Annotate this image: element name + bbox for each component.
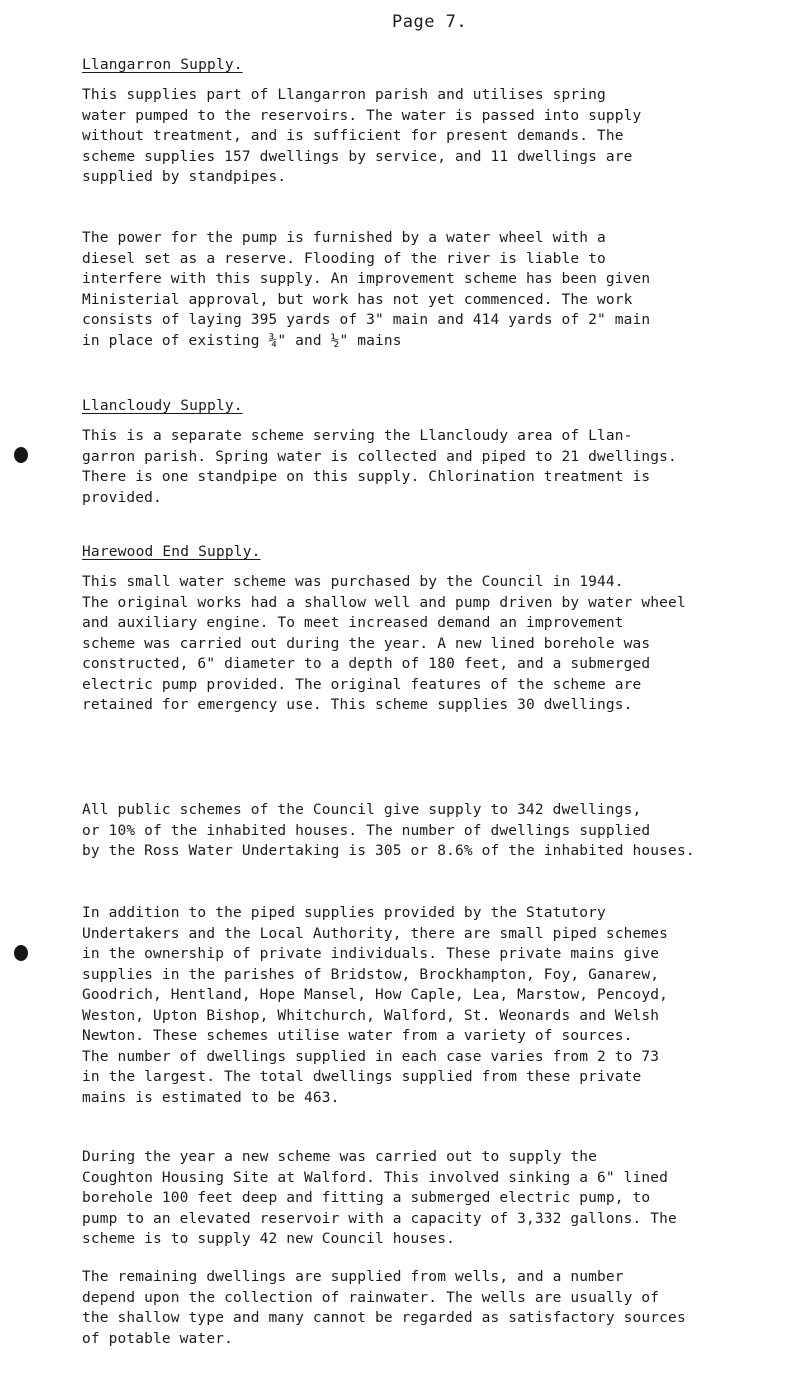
paragraph: This supplies part of Llangarron parish and utilises spring water pumped to the reservoirs. The water is passed into supply without treatment, and is sufficient for present demands. The scheme supplies 157 dwellings by service, and 11 dwellings are supplied by standpipes. <box>82 87 642 185</box>
section-llancloudy-supply <box>82 398 782 508</box>
paragraph: In addition to the piped supplies provided by the Statutory Undertakers and the Local Authority, there are small piped schemes in the ownership of private individuals. These private mains give supplies in the parishes of Bridstow, Brockhampton, Foy, Ganarew, Goodrich, Hentland, Hope Mansel, How Caple, Lea, Marstow, Pencoyd, Weston, Upton Bishop, Whitchurch, Walford, St. Weonards and Welsh Newton. These schemes utilise water from a variety of sources. The number of dwellings supplied in each case varies from 2 to 73 in the largest. The total dwellings supplied from these private mains is estimated to be 463. <box>82 905 669 1106</box>
paragraph: The power for the pump is furnished by a water wheel with a diesel set as a reserve. Flooding of the river is liable to interfere with this supply. An improvement scheme has been given Ministerial approval, but work has not yet commenced. The work consists of laying 395 yards of 3" main and 414 yards of 2" main in place of existing ¾" and ½" mains <box>82 230 651 349</box>
section-llangarron-supply <box>82 57 782 188</box>
section-private-schemes <box>82 903 782 1108</box>
paragraph: All public schemes of the Council give supply to 342 dwellings, or 10% of the inhabited houses. The number of dwellings supplied by the Ross Water Undertaking is 305 or 8.6% of the inhabited houses. <box>82 802 695 859</box>
section-harewood-end-supply <box>82 544 782 716</box>
paragraph: This is a separate scheme serving the Llancloudy area of Llan- garron parish. Spring water is collected and piped to 21 dwellings. There is one standpipe on this supply. Chlorination treatment is provided. <box>82 428 677 506</box>
section-heading: Llangarron Supply. <box>82 57 243 73</box>
paragraph: This small water scheme was purchased by the Council in 1944. The original works had a shallow well and pump driven by water wheel and auxiliary engine. To meet increased demand an improvement scheme was carried out during the year. A new lined borehole was constructed, 6" diameter to a depth of 180 feet, and a submerged electric pump provided. The original features of the scheme are retained for emergency use. This scheme supplies 30 dwellings. <box>82 574 686 713</box>
paragraph: The remaining dwellings are supplied from wells, and a number depend upon the collection of rainwater. The wells are usually of the shallow type and many cannot be regarded as satisfactory sources of potable water. <box>82 1269 686 1347</box>
section-heading: Harewood End Supply. <box>82 544 261 560</box>
section-llangarron-paragraph-2 <box>82 228 782 351</box>
paragraph: During the year a new scheme was carried out to supply the Coughton Housing Site at Walford. This involved sinking a 6" lined borehole 100 feet deep and fitting a submerged electric pump, to pump to an elevated reservoir with a capacity of 3,332 gallons. The scheme is to supply 42 new Council houses. <box>82 1149 677 1247</box>
punch-hole-mark <box>14 945 28 961</box>
section-heading: Llancloudy Supply. <box>82 398 243 414</box>
page-number: Page 7. <box>392 12 468 32</box>
punch-hole-mark <box>14 447 28 463</box>
section-coughton-scheme <box>82 1147 782 1250</box>
section-remaining-dwellings <box>82 1267 782 1349</box>
section-public-schemes-summary <box>82 800 782 862</box>
